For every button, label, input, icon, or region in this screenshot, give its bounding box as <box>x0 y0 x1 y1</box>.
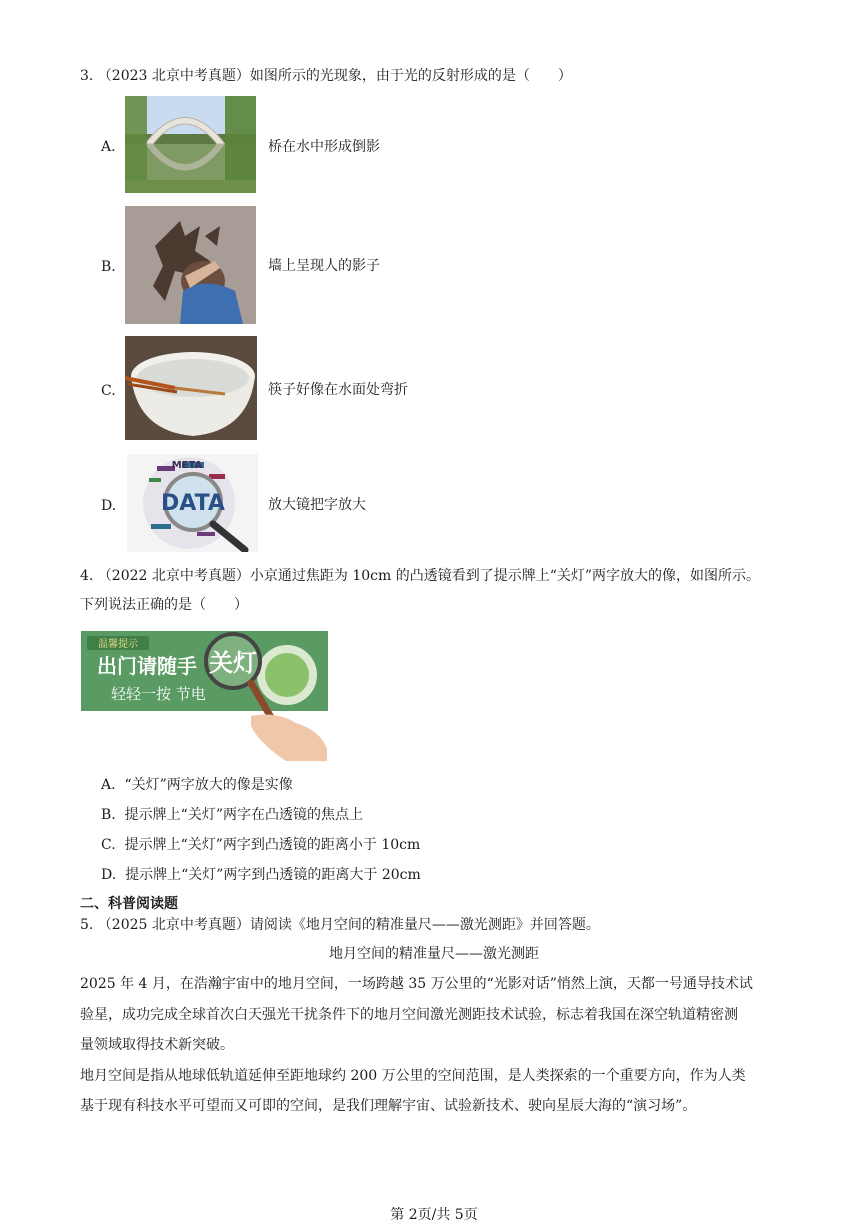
magnifier-data-photo <box>127 454 258 552</box>
magnifier-small-word: META <box>171 460 203 471</box>
q4-option-a: A. “关灯”两字放大的像是实像 <box>101 777 293 793</box>
q3-option-a-text: 桥在水中形成倒影 <box>268 139 380 155</box>
sign-with-magnifier-photo <box>81 631 329 761</box>
sign-line2-text: 轻轻一按 节电 <box>111 685 206 703</box>
chopsticks-in-water-photo <box>125 336 257 440</box>
q4-option-d: D. 提示牌上“关灯”两字到凸透镜的距离大于 20cm <box>101 867 421 883</box>
q4-stem-line2: 下列说法正确的是（ ） <box>80 597 248 613</box>
sign-tag-text: 温馨提示 <box>98 639 138 650</box>
shadow-on-wall-photo <box>125 206 256 324</box>
q5-para2-line2: 基于现有科技水平可望而又可即的空间，是我们理解宇宙、试验新技术、驶向星辰大海的“演习场”。 <box>80 1098 697 1114</box>
q4-option-b: B. 提示牌上“关灯”两字在凸透镜的焦点上 <box>101 807 363 823</box>
q5-article-title: 地月空间的精准量尺——激光测距 <box>329 946 539 962</box>
sign-magnified-text: 关灯 <box>209 649 257 677</box>
q3-option-a-letter: A. <box>101 139 116 155</box>
q3-option-b-text: 墙上呈现人的影子 <box>268 258 380 274</box>
q3-stem: 3. （2023 北京中考真题）如图所示的光现象，由于光的反射形成的是（ ） <box>80 68 572 84</box>
q3-option-d-text: 放大镜把字放大 <box>268 497 366 513</box>
page-number: 第 2页/共 5页 <box>390 1207 478 1223</box>
q5-para1-line3: 量领域取得技术新突破。 <box>80 1037 234 1053</box>
sign-line1-text: 出门请随手 <box>97 654 197 678</box>
q5-stem: 5. （2025 北京中考真题）请阅读《地月空间的精准量尺——激光测距》并回答题。 <box>80 917 600 933</box>
q4-stem-line1: 4. （2022 北京中考真题）小京通过焦距为 10cm 的凸透镜看到了提示牌上“关灯”两字放大的像，如图所示。 <box>80 568 761 584</box>
q3-option-c-text: 筷子好像在水面处弯折 <box>268 382 408 398</box>
q3-option-d-letter: D. <box>101 498 117 514</box>
q5-para2-line1: 地月空间是指从地球低轨道延伸至距地球约 200 万公里的空间范围，是人类探索的一个重要方向，作为人类 <box>80 1068 746 1084</box>
magnifier-big-word: DATA <box>161 491 225 516</box>
q5-para1-line2: 验星，成功完成全球首次白天强光干扰条件下的地月空间激光测距技术试验，标志着我国在深空轨道精密测 <box>80 1007 738 1023</box>
bridge-reflection-photo <box>125 96 256 193</box>
q3-option-b-letter: B. <box>101 259 116 275</box>
q4-option-c: C. 提示牌上“关灯”两字到凸透镜的距离小于 10cm <box>101 837 421 853</box>
section-heading: 二、科普阅读题 <box>80 896 178 912</box>
q5-para1-line1: 2025 年 4 月，在浩瀚宇宙中的地月空间，一场跨越 35 万公里的“光影对话”悄然上演，天都一号通导技术试 <box>80 976 753 992</box>
q3-option-c-letter: C. <box>101 383 116 399</box>
